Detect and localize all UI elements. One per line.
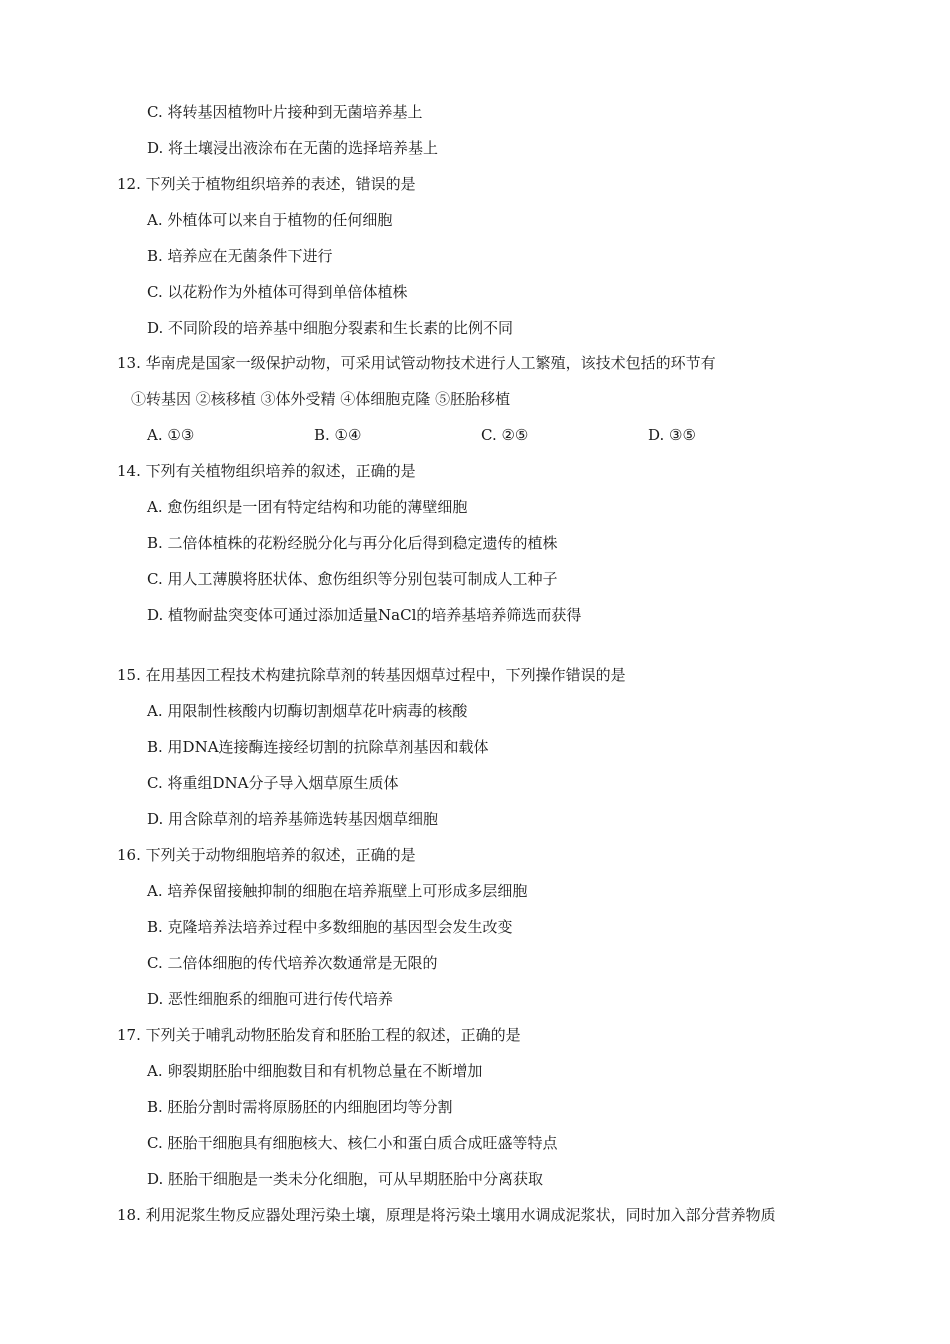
q12-option-a: A. 外植体可以来自于植物的任何细胞 [147, 211, 393, 229]
q13-option-b: B. ①④ [314, 426, 362, 444]
q15-option-a: A. 用限制性核酸内切酶切割烟草花叶病毒的核酸 [147, 702, 468, 720]
q15-option-c: C. 将重组DNA分子导入烟草原生质体 [147, 774, 399, 792]
q15-option-b: B. 用DNA连接酶连接经切割的抗除草剂基因和载体 [147, 738, 489, 756]
q17-option-c: C. 胚胎干细胞具有细胞核大、核仁小和蛋白质合成旺盛等特点 [147, 1134, 558, 1152]
question-13: 13. 华南虎是国家一级保护动物，可采用试管动物技术进行人工繁殖，该技术包括的环节有 [117, 354, 716, 372]
q14-option-a: A. 愈伤组织是一团有特定结构和功能的薄壁细胞 [147, 498, 468, 516]
q16-option-b: B. 克隆培养法培养过程中多数细胞的基因型会发生改变 [147, 918, 513, 936]
q11-option-c: C. 将转基因植物叶片接种到无菌培养基上 [147, 103, 423, 121]
question-14: 14. 下列有关植物组织培养的叙述，正确的是 [117, 462, 416, 480]
q14-option-b: B. 二倍体植株的花粉经脱分化与再分化后得到稳定遗传的植株 [147, 534, 558, 552]
q16-option-d: D. 恶性细胞系的细胞可进行传代培养 [147, 990, 394, 1008]
q15-option-d: D. 用含除草剂的培养基筛选转基因烟草细胞 [147, 810, 439, 828]
q14-option-d: D. 植物耐盐突变体可通过添加适量NaCl的培养基培养筛选而获得 [147, 606, 582, 624]
q12-option-b: B. 培养应在无菌条件下进行 [147, 247, 333, 265]
q11-option-d: D. 将土壤浸出液涂布在无菌的选择培养基上 [147, 139, 439, 157]
q12-option-d: D. 不同阶段的培养基中细胞分裂素和生长素的比例不同 [147, 319, 514, 337]
q13-option-a: A. ①③ [147, 426, 195, 444]
question-17: 17. 下列关于哺乳动物胚胎发育和胚胎工程的叙述，正确的是 [117, 1026, 521, 1044]
q16-option-c: C. 二倍体细胞的传代培养次数通常是无限的 [147, 954, 438, 972]
q17-option-d: D. 胚胎干细胞是一类未分化细胞，可从早期胚胎中分离获取 [147, 1170, 544, 1188]
question-16: 16. 下列关于动物细胞培养的叙述，正确的是 [117, 846, 416, 864]
q13-items: ①转基因 ②核移植 ③体外受精 ④体细胞克隆 ⑤胚胎移植 [131, 390, 511, 408]
q12-option-c: C. 以花粉作为外植体可得到单倍体植株 [147, 283, 408, 301]
q17-option-a: A. 卵裂期胚胎中细胞数目和有机物总量在不断增加 [147, 1062, 483, 1080]
q16-option-a: A. 培养保留接触抑制的细胞在培养瓶壁上可形成多层细胞 [147, 882, 528, 900]
question-18: 18. 利用泥浆生物反应器处理污染土壤，原理是将污染土壤用水调成泥浆状，同时加入部分营养物质 [117, 1206, 776, 1224]
q13-option-d: D. ③⑤ [648, 426, 696, 444]
question-12: 12. 下列关于植物组织培养的表述，错误的是 [117, 175, 416, 193]
q13-option-c: C. ②⑤ [481, 426, 529, 444]
question-15: 15. 在用基因工程技术构建抗除草剂的转基因烟草过程中，下列操作错误的是 [117, 666, 626, 684]
q14-option-c: C. 用人工薄膜将胚状体、愈伤组织等分别包装可制成人工种子 [147, 570, 558, 588]
q17-option-b: B. 胚胎分割时需将原肠胚的内细胞团均等分割 [147, 1098, 453, 1116]
